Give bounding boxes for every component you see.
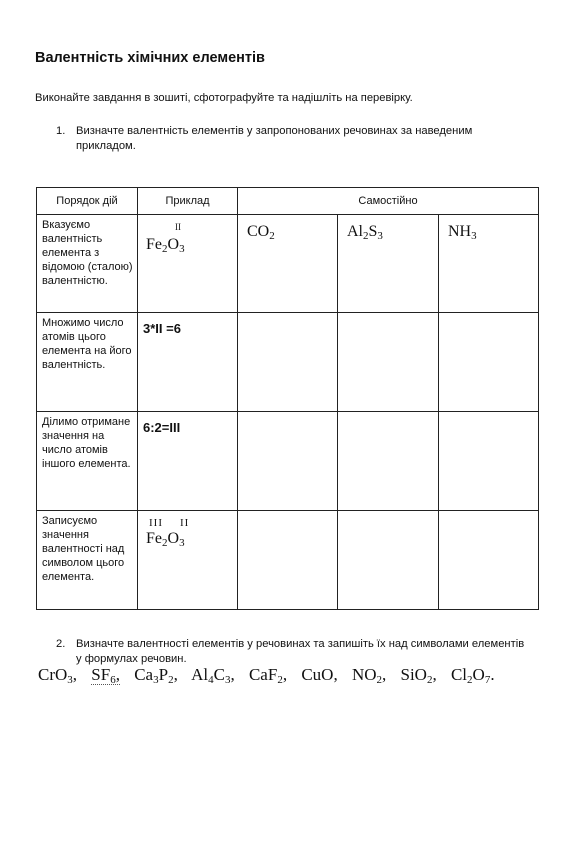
self-cell-empty[interactable] <box>439 511 539 610</box>
valence-table <box>36 187 539 610</box>
example-cell-3 <box>138 412 238 511</box>
example-cell-2 <box>138 313 238 412</box>
self-formula: $Al_2S_3$ <box>347 223 383 242</box>
step-3: Ділимо отримане значення на число атомів іншого елемента. <box>37 412 138 511</box>
formula-item: $SF_6$, <box>91 665 120 686</box>
example-calc: 6:2=III <box>143 420 181 435</box>
example-valences: III II <box>149 517 190 529</box>
self-cell-nh3[interactable] <box>439 215 539 313</box>
self-cell-empty[interactable] <box>439 412 539 511</box>
step-4: Записуємо значення валентності над символом цього елемента. <box>37 511 138 610</box>
self-cell-empty[interactable] <box>238 313 338 412</box>
formula-item: SiO$_2$, <box>400 665 437 686</box>
example-formula: $Fe_2O_3$ <box>146 236 185 255</box>
example-formula: $Fe_2O_3$ <box>146 530 185 549</box>
task-2-number: 2. <box>56 638 66 650</box>
table-row <box>37 215 539 313</box>
table-row <box>37 313 539 412</box>
task-2-text: Визначте валентності елементів у речовинах та запишіть їх над символами елементів у формулах речовин. <box>76 638 525 665</box>
table-row <box>37 412 539 511</box>
self-cell-al2s3[interactable] <box>338 215 439 313</box>
formula-item: CuO, <box>301 665 338 684</box>
table-header-row <box>37 188 539 215</box>
page-title: Валентність хімічних елементів <box>35 50 265 66</box>
self-formula: $NH_3$ <box>448 223 477 242</box>
task-1 <box>56 124 526 154</box>
self-cell-empty[interactable] <box>338 313 439 412</box>
formula-list <box>38 665 505 686</box>
self-cell-empty[interactable] <box>439 313 539 412</box>
header-steps: Порядок дій <box>37 188 138 215</box>
formula-item: $Al_4C_3$, <box>191 665 235 686</box>
formula-item: $NO_2$, <box>351 665 387 686</box>
step-1: Вказуємо валентність елемента з відомою (сталою) валентністю. <box>37 215 138 313</box>
self-cell-empty[interactable] <box>338 412 439 511</box>
formula-item: CaF$_2$, <box>248 665 288 686</box>
example-cell-4 <box>138 511 238 610</box>
task-1-number: 1. <box>56 125 66 137</box>
intro-text: Виконайте завдання в зошиті, сфотографуйте та надішліть на перевірку. <box>35 92 413 104</box>
header-self: Самостійно <box>238 188 539 215</box>
table-row <box>37 511 539 610</box>
step-2: Множимо число атомів цього елемента на його валентність. <box>37 313 138 412</box>
formula-item: $Cl_2O_7$. <box>450 665 495 686</box>
formula-item: CrO$_3$, <box>38 665 78 686</box>
example-valence: II <box>175 222 181 232</box>
self-formula: $CO_2$ <box>247 223 275 242</box>
example-calc: 3*II =6 <box>143 321 181 336</box>
self-cell-empty[interactable] <box>238 412 338 511</box>
formula-item: $Ca_3P_2$, <box>134 665 178 686</box>
example-cell-1 <box>138 215 238 313</box>
self-cell-empty[interactable] <box>238 511 338 610</box>
task-1-text: Визначте валентність елементів у запропонованих речовинах за наведеним прикладом. <box>76 125 473 152</box>
header-example: Приклад <box>138 188 238 215</box>
self-cell-empty[interactable] <box>338 511 439 610</box>
task-2 <box>56 637 526 667</box>
self-cell-co2[interactable] <box>238 215 338 313</box>
